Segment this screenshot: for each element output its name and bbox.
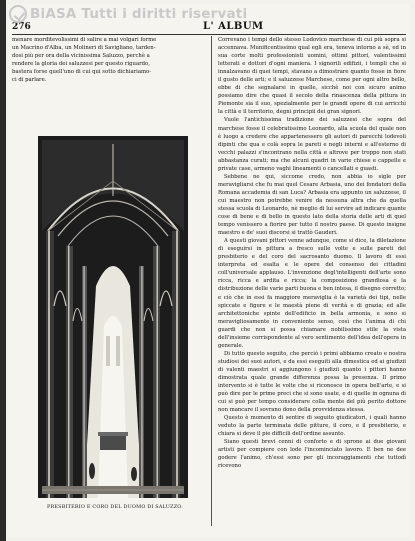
figure-caption: PRESBITERIO E CORO DEL DUOMO DI SALUZZO. (47, 504, 183, 510)
book-binding-edge (0, 0, 6, 541)
left-line: rendere la gloria dei saluzzesi per questo riguardo, (12, 61, 150, 68)
paragraph: Di tutto questo seguito, che perciò i primi abbiamo creato e nostra studiosi dei suoi autori, e da essi eseguiti alla dimestica ed ai giudizii di valenti maestri si aggiungono i giudizii quanto i pittori hanno dimostrata quale grande differenza possa la presenza. Il primo intervento si è tutte le volte che si riconosce in opera bell'arte, e si può dire per le prime preci che si sono usate, e di quelle in ognuna di cui si può per tempo considerare colla mente del più perito dottore non mancare il sovrano dono della provvidenza stessa. (218, 350, 406, 414)
left-column-text (12, 36, 204, 132)
paragraph: Siano questi brevi cenni di conforto e di sprone ai due giovani artisti per compiere con lode l'incominciato lavoro. E ben ne dee godere l'animo, ch'essi sono per gli incoraggiamenti che tuttodì ricevono (218, 439, 406, 470)
left-line: un Macrino d'Alba, un Molineri di Savigliano, tarden- (12, 45, 156, 52)
column-divider (211, 36, 212, 526)
paragraph: Vuole l'antichissima tradizione dei saluzzesi che sopra del marchese fosse il celebratissimo Leonardo, alla scuola del quale non è luogo a credere che appartenessero gli autori di parecchi lodevoli dipinti che qua e colà sopra le pareti e negli interni e all'esterno di vecchi palazzi s'incontrano nella città e altrove per troppo non stati abbastanza curati; ma che alcuni quadri in varie chiese e cappelle e private case, armeno vaghi lineamenti o cancellati e guasti. (218, 117, 406, 172)
paragraph: Questo è momento di sentire di seguito giudicatori, i quali hanno veduto la parte terminata delle pitture, il coro, e il presbiterio, e chiara si deve il pie difficili dell'ordine assunto. (218, 415, 406, 438)
header-rule (12, 34, 406, 35)
left-line: bastera forse quell'uno di cui qui sotto dichiariamo- (12, 69, 152, 76)
watermark (8, 4, 410, 24)
paragraph: Sebbene ne qui, siccome credo, non abbia io sigle per meravigliarsi che fu mai quel Cesare Arbasia, uno dei fondatori della Romana accademia di san Luca? Arbasia era appunto un saluzzese, il cui maestro non potrebbe venire da nessuna altra che da quella stessa scuola di Leonardo, nè meglio di lui servire ad indicare quante cose di bene e di bello in questo lato della storia delle arti di quel tempo venissero a fiorire per tutto il nostro paese. Di questo insigne maestro e de' suoi discorsi si trattò Gauderi. (218, 173, 406, 237)
page-number: 276 (12, 22, 31, 32)
right-column-text (218, 36, 406, 527)
left-line: menare morditevolissimi di salire a mai volgari forme (12, 37, 157, 43)
paragraph: A questi giovani pittori venne adunque, come si dice, la diletazione di eseguirsi in pittura a fresco sulle volte e sulle pareti del presbiterio e del coro del sacrosanto duomo. Il lavoro di essi interpreta ed esalta e le opere del consenso dei cittadini coll'universale applauso. L'invenzione degl'intelligenti dell'arte sono ricca, ricca e ardita e ricca; la composizione grandiosa e la distribuzione delle varie parti buona e ben intesa, il disegno corretto; e ciò che in essi fa maggiore meraviglia è la varietà dei tipi, nelle spiccate e figure e le maestà piene di verità e di grazia; ed alle architettoniche spinte dell'edificio in bella armonia, e sono si meravigliosamente in conveniente senso, così che l'anima di chi guardi che non si possa chiamare nobilissimo stile la vista dell'insieme corrispondente al vero sentimento dell'idea dell'opera in generale. (218, 238, 406, 349)
cathedral-choir-engraving (38, 136, 188, 498)
watermark-logo-icon (9, 5, 27, 23)
left-line: ci di parlare. (12, 77, 47, 84)
paragraph: Correvano i tempi dello stesso Lodovico marchese di cui più sopra si accennava. Munificentissimo qual egli era, teneva intorno a sè, ed in sua corte molti professionisti uomini, ottimi pittori, valentissimi letterati e dottori d'ogni maniera. I signorili edifizii, i templi che si innalzavano di quei tempi, stavano a dimostrare quanto fosse in fiore il gusto delle arti; e il saluzzese Marchese, come per ogni altro bello, ebbe di che segnalarsi in quelle, sicchè noi con sicuro animo possiamo dire che quasi il secolo della rinascenza della pittura in Piemonte sia il suo, spezialmente per le grandi opere di cui arricchì la città e il territorio, degni principii dei gran signori. (218, 37, 406, 116)
watermark-text: BiASA Tutti i diritti riservati (30, 6, 248, 22)
left-line: dosi più per ora della vicinissima Saluzzo, perchè a (12, 53, 150, 60)
page-title: L' ALBUM (203, 21, 264, 32)
